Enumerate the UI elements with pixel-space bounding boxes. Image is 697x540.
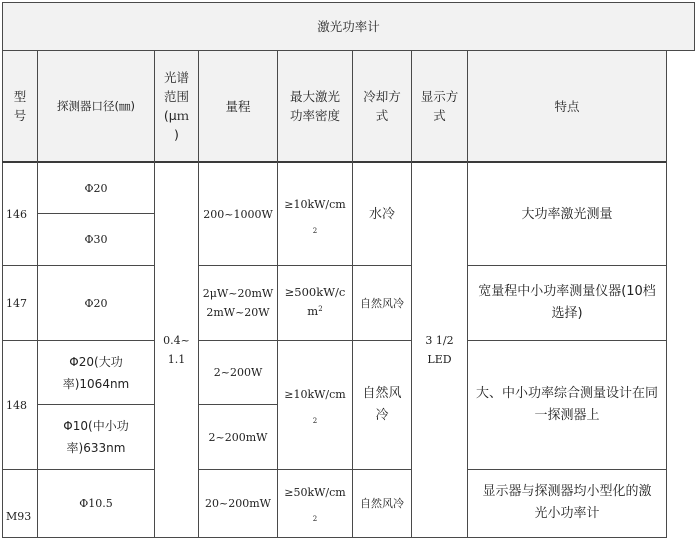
title-bottom: [2, 50, 695, 51]
header-spectrum: 光谱 范围 (μｍ ): [155, 51, 198, 161]
row-146-split: [37, 213, 155, 214]
border-left: [2, 2, 3, 538]
col-sep-5: [352, 50, 353, 538]
range-147: 2μW~20mW 2mW~20W: [202, 287, 274, 319]
row-sep-148-m93-c: [467, 469, 667, 470]
feature-m93: 显示器与探测器均小型化的激 光小功率计: [482, 484, 652, 521]
row-sep-147-148-b: [198, 340, 412, 341]
density-m93: [278, 470, 352, 536]
density-146: [278, 164, 352, 265]
range-148-a: 2~200W: [213, 366, 263, 379]
density-146-exponent: 2: [312, 226, 318, 235]
range-148-b: 2~200mW: [208, 430, 268, 444]
col-sep-1: [37, 50, 38, 538]
header-model: 型 号: [3, 51, 37, 161]
header-cooling: 冷却方 式: [353, 51, 411, 161]
density-147-exponent: 2: [318, 305, 323, 313]
cooling-m93: 自然风冷: [360, 496, 404, 510]
header-range: 量程: [199, 51, 277, 161]
model-147: 147: [6, 296, 27, 310]
density-m93-exponent: 2: [312, 515, 318, 523]
border-right-table: [666, 50, 667, 538]
range-m93: 20~200mW: [205, 496, 271, 510]
feature-147: 宽量程中小功率测量仪器(10档 选择): [478, 284, 656, 321]
header-bottom: [2, 161, 667, 163]
density-147-value: ≥500kW/c m: [284, 285, 346, 318]
density-148-value: ≥10kW/cm: [284, 388, 346, 401]
aperture-146-b: Φ30: [84, 233, 108, 246]
cooling-147: 自然风冷: [360, 296, 404, 310]
spectrum-range-shared: 0.4~ 1.1: [163, 334, 190, 366]
feature-148: 大、中小功率综合测量设计在同 一探测器上: [475, 386, 658, 423]
aperture-148-a: Φ20(大功 率)1064nm: [62, 354, 130, 391]
header-features: 特点: [468, 51, 666, 161]
row-sep-148-m93-b: [198, 469, 412, 470]
row-148-split-b: [198, 404, 278, 405]
model-148: 148: [6, 398, 27, 412]
density-146-value: ≥10kW/cm: [284, 197, 346, 211]
border-bottom: [2, 537, 667, 538]
border-right-title: [694, 2, 695, 51]
col-sep-4: [277, 50, 278, 538]
aperture-147: Φ20: [84, 296, 108, 310]
row-sep-146-147-b: [198, 265, 412, 266]
feature-146: 大功率激光测量: [521, 206, 613, 222]
cooling-148: 自然风 冷: [362, 386, 402, 423]
row-sep-146-147-a: [2, 265, 155, 266]
range-146: 200~1000W: [203, 208, 273, 221]
table-title: 激光功率计: [3, 3, 694, 50]
aperture-148-b: Φ10(中小功 率)633nm: [63, 419, 129, 455]
row-sep-147-148-c: [467, 340, 667, 341]
density-148: [278, 341, 352, 469]
density-m93-value: ≥50kW/cm: [284, 486, 346, 499]
aperture-m93: Φ10.5: [79, 496, 113, 510]
row-sep-146-147-c: [467, 265, 667, 266]
header-aperture: 探测器口径(㎜): [38, 51, 154, 161]
col-sep-3: [198, 50, 199, 538]
density-148-exponent: 2: [312, 417, 318, 425]
model-m93: M93: [6, 510, 32, 523]
header-display: 显示方 式: [412, 51, 467, 161]
display-shared: 3 1/2 LED: [425, 334, 454, 366]
cooling-146: 水冷: [368, 207, 395, 222]
aperture-146-a: Φ20: [84, 182, 108, 195]
col-sep-6: [411, 50, 412, 538]
border-top: [2, 2, 695, 3]
density-147: [278, 266, 352, 340]
row-sep-147-148-a: [2, 340, 155, 341]
row-148-split-a: [37, 404, 155, 405]
col-sep-7: [467, 50, 468, 538]
row-sep-148-m93-a: [2, 469, 155, 470]
header-max-density: 最大激光 功率密度: [278, 51, 352, 161]
model-146: 146: [6, 208, 27, 221]
col-sep-2: [154, 50, 155, 538]
